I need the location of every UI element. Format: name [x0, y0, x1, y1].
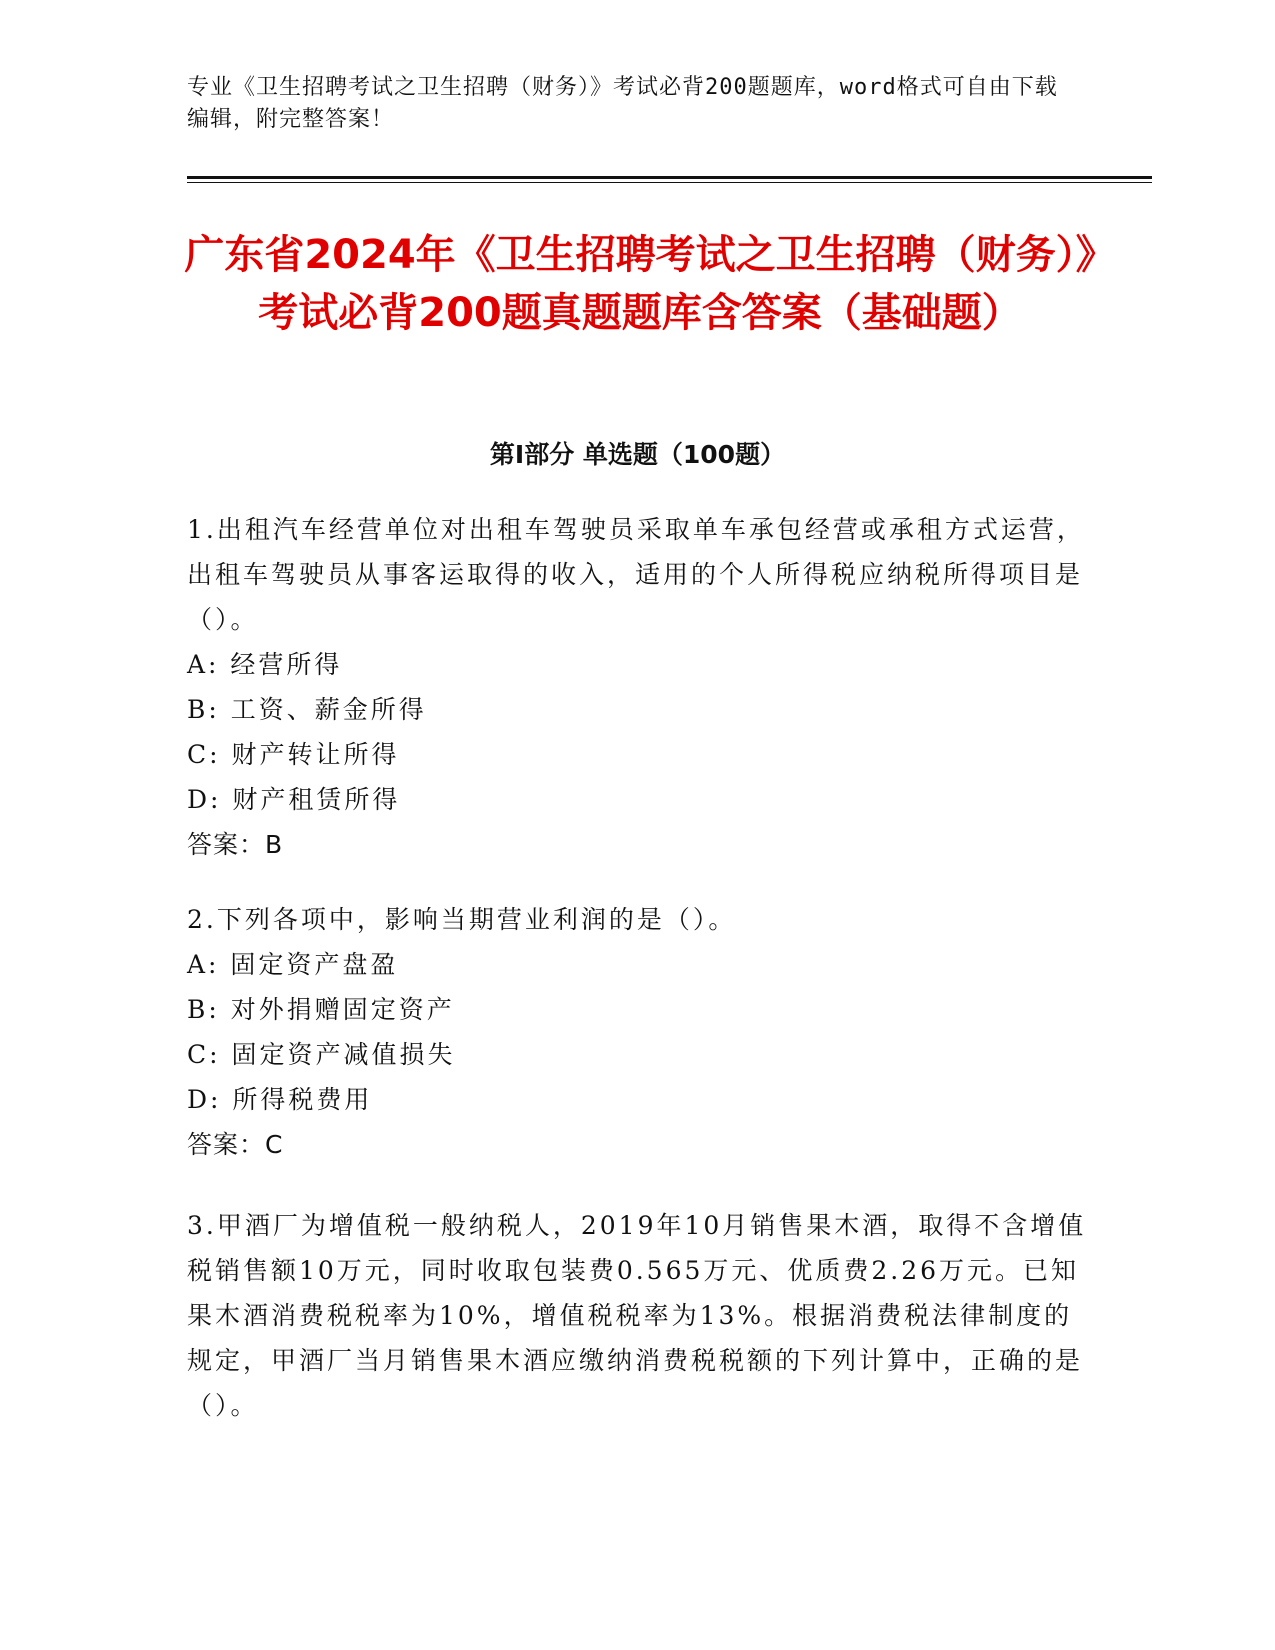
- option-b: B: 对外捐赠固定资产: [187, 995, 455, 1024]
- question-3: [187, 1203, 1087, 1428]
- answer: 答案：B: [187, 830, 284, 859]
- section-title: 第Ⅰ部分 单选题（100题）: [489, 440, 786, 469]
- answer: 答案：C: [187, 1130, 284, 1159]
- document-title: 广东省2024年《卫生招聘考试之卫生招聘（财务）》考试必背200题真题题库含答案（基础题）: [184, 232, 1096, 336]
- option-d: D: 财产租赁所得: [187, 785, 401, 814]
- header-divider-thick: [187, 176, 1152, 179]
- question-stem: 3.甲酒厂为增值税一般纳税人，2019年10月销售果木酒，取得不含增值税销售额10万元，同时收取包装费0.565万元、优质费2.26万元。已知果木酒消费税税率为10%，增值税税率为13%。根据消费税法律制度的规定，甲酒厂当月销售果木酒应缴纳消费税税额的下列计算中，正确的是（）。: [187, 1211, 1087, 1420]
- question-1: [187, 507, 1087, 867]
- question-stem: 1.出租汽车经营单位对出租车驾驶员采取单车承包经营或承租方式运营，出租车驾驶员从事客运取得的收入，适用的个人所得税应纳税所得项目是（）。: [187, 515, 1085, 634]
- option-d: D: 所得税费用: [187, 1085, 373, 1114]
- question-stem: 2.下列各项中，影响当期营业利润的是（）。: [187, 905, 737, 934]
- question-2: [187, 897, 1087, 1167]
- header-note: 专业《卫生招聘考试之卫生招聘（财务）》考试必背200题题库，word格式可自由下载编辑，附完整答案！: [187, 75, 1058, 132]
- option-c: C: 固定资产减值损失: [187, 1040, 456, 1069]
- option-a: A: 固定资产盘盈: [187, 950, 399, 979]
- option-b: B: 工资、薪金所得: [187, 695, 427, 724]
- option-a: A: 经营所得: [187, 650, 343, 679]
- header-divider-thin: [187, 182, 1152, 183]
- option-c: C: 财产转让所得: [187, 740, 400, 769]
